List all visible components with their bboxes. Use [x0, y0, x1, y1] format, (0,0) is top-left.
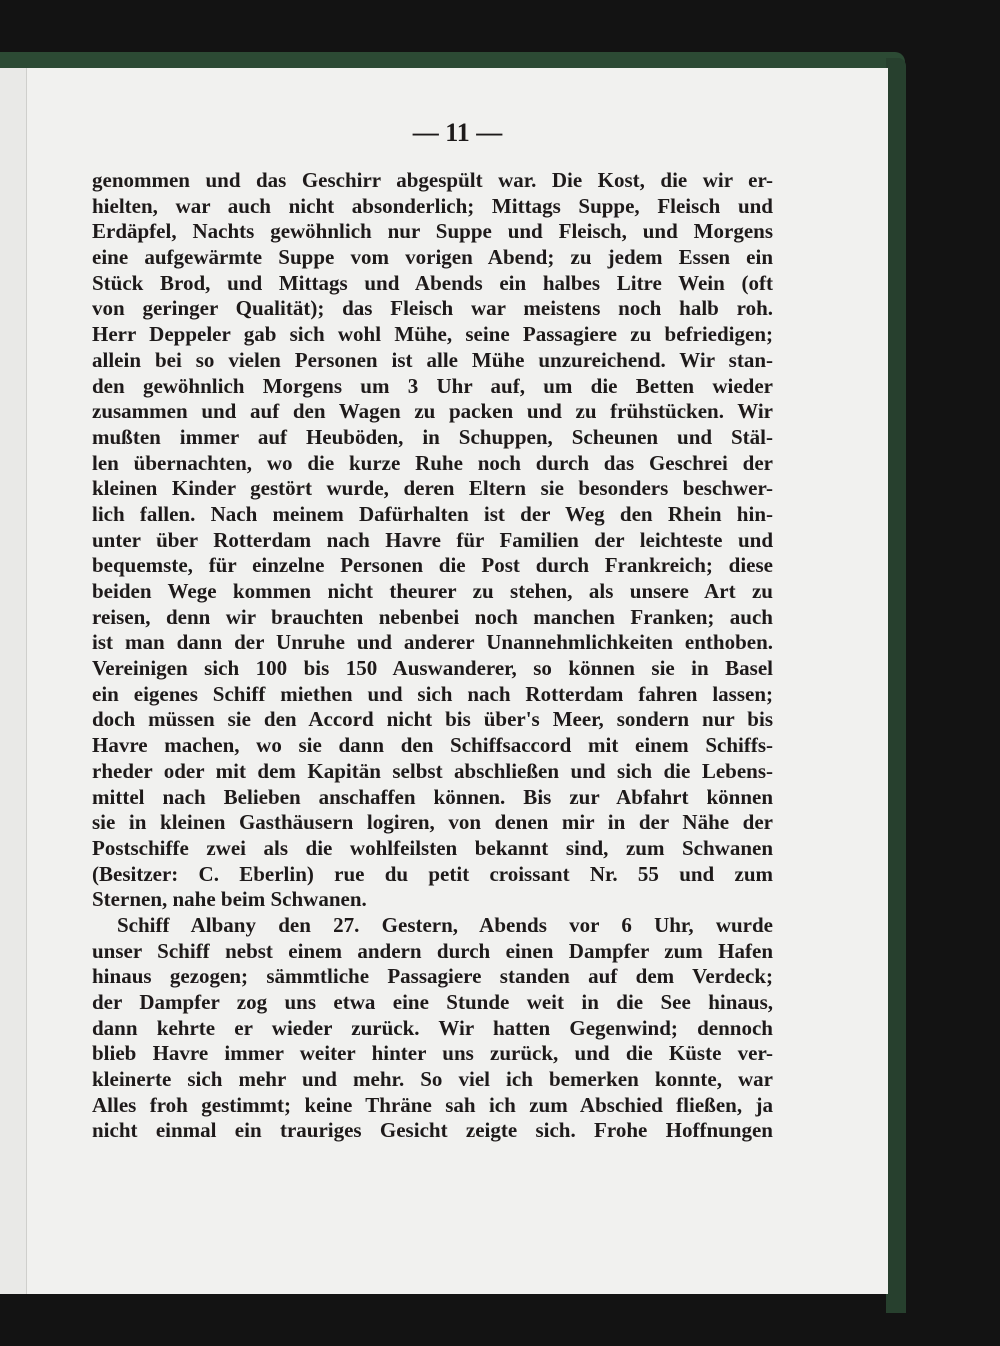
text-line: kleinerte sich mehr und mehr. So viel ich bemerken konnte, war: [92, 1067, 773, 1092]
text-line: genommen und das Geschirr abgespült war. Die Kost, die wir er-: [92, 168, 773, 192]
text-line: hielten, war auch nicht absonderlich; Mittags Suppe, Fleisch und: [92, 193, 773, 218]
text-line: Postschiffe zwei als die wohlfeilsten bekannt sind, zum Schwanen: [92, 835, 773, 860]
book-page: [27, 68, 888, 1294]
text-line: mußten immer auf Heuböden, in Schuppen, Scheunen und Stäl-: [92, 424, 773, 449]
text-line: Stück Brod, und Mittags und Abends ein halbes Litre Wein (oft: [92, 270, 773, 295]
page-number: — 11 —: [412, 118, 503, 147]
text-line: zusammen und auf den Wagen zu packen und zu frühstücken. Wir: [92, 399, 773, 424]
text-line: lich fallen. Nach meinem Dafürhalten ist der Weg den Rhein hin-: [92, 501, 773, 526]
text-line: bequemste, für einzelne Personen die Post durch Frankreich; diese: [92, 553, 773, 578]
body-text: [92, 168, 773, 1144]
book-cover-top-edge: [0, 52, 905, 68]
text-line: sie in kleinen Gasthäusern logiren, von denen mir in der Nähe der: [92, 810, 773, 835]
text-line: Sternen, nahe beim Schwanen.: [92, 887, 367, 912]
text-line: von geringer Qualität); das Fleisch war meistens noch halb roh.: [92, 296, 773, 321]
text-line: dann kehrte er wieder zurück. Wir hatten Gegenwind; dennoch: [92, 1015, 773, 1040]
text-line: unser Schiff nebst einem andern durch einen Dampfer zum Hafen: [92, 938, 773, 963]
text-line: (Besitzer: C. Eberlin) rue du petit croissant Nr. 55 und zum: [92, 861, 773, 886]
text-line: Herr Deppeler gab sich wohl Mühe, seine Passagiere zu befriedigen;: [92, 322, 773, 347]
text-line: Vereinigen sich 100 bis 150 Auswanderer, so können sie in Basel: [92, 656, 773, 681]
book-cover-right-edge: [886, 58, 906, 1313]
text-line: reisen, denn wir brauchten nebenbei noch manchen Franken; auch: [92, 604, 773, 629]
text-line: ist man dann der Unruhe und anderer Unannehmlichkeiten enthoben.: [92, 630, 773, 655]
text-line: unter über Rotterdam nach Havre für Familien der leichteste und: [92, 527, 773, 552]
text-line: doch müssen sie den Accord nicht bis über's Meer, sondern nur bis: [92, 707, 773, 732]
text-line: Schiff Albany den 27. Gestern, Abends vor 6 Uhr, wurde: [117, 912, 773, 937]
facing-page-edge: [0, 68, 27, 1294]
text-line: nicht einmal ein trauriges Gesicht zeigte sich. Frohe Hoffnungen: [92, 1118, 773, 1143]
text-line: beiden Wege kommen nicht theurer zu stehen, als unsere Art zu: [92, 579, 773, 603]
text-line: blieb Havre immer weiter hinter uns zurück, und die Küste ver-: [92, 1041, 773, 1066]
text-line: Havre machen, wo sie dann den Schiffsaccord mit einem Schiffs-: [92, 733, 773, 758]
text-line: len übernachten, wo die kurze Ruhe noch durch das Geschrei der: [92, 450, 773, 475]
text-line: kleinen Kinder gestört wurde, deren Eltern sie besonders beschwer-: [92, 476, 773, 501]
text-line: der Dampfer zog uns etwa eine Stunde weit in die See hinaus,: [92, 990, 773, 1014]
text-line: allein bei so vielen Personen ist alle Mühe unzureichend. Wir stan-: [92, 347, 773, 372]
text-line: mittel nach Belieben anschaffen können. Bis zur Abfahrt können: [92, 784, 773, 809]
text-line: rheder oder mit dem Kapitän selbst abschließen und sich die Lebens-: [92, 758, 773, 783]
text-line: Alles froh gestimmt; keine Thräne sah ich zum Abschied fließen, ja: [92, 1092, 773, 1117]
text-line: Erdäpfel, Nachts gewöhnlich nur Suppe und Fleisch, und Morgens: [92, 219, 773, 244]
text-line: den gewöhnlich Morgens um 3 Uhr auf, um die Betten wieder: [92, 373, 773, 398]
text-line: hinaus gezogen; sämmtliche Passagiere standen auf dem Verdeck;: [92, 964, 773, 989]
text-line: ein eigenes Schiff miethen und sich nach Rotterdam fahren lassen;: [92, 681, 773, 706]
text-line: eine aufgewärmte Suppe vom vorigen Abend; zu jedem Essen ein: [92, 245, 773, 270]
